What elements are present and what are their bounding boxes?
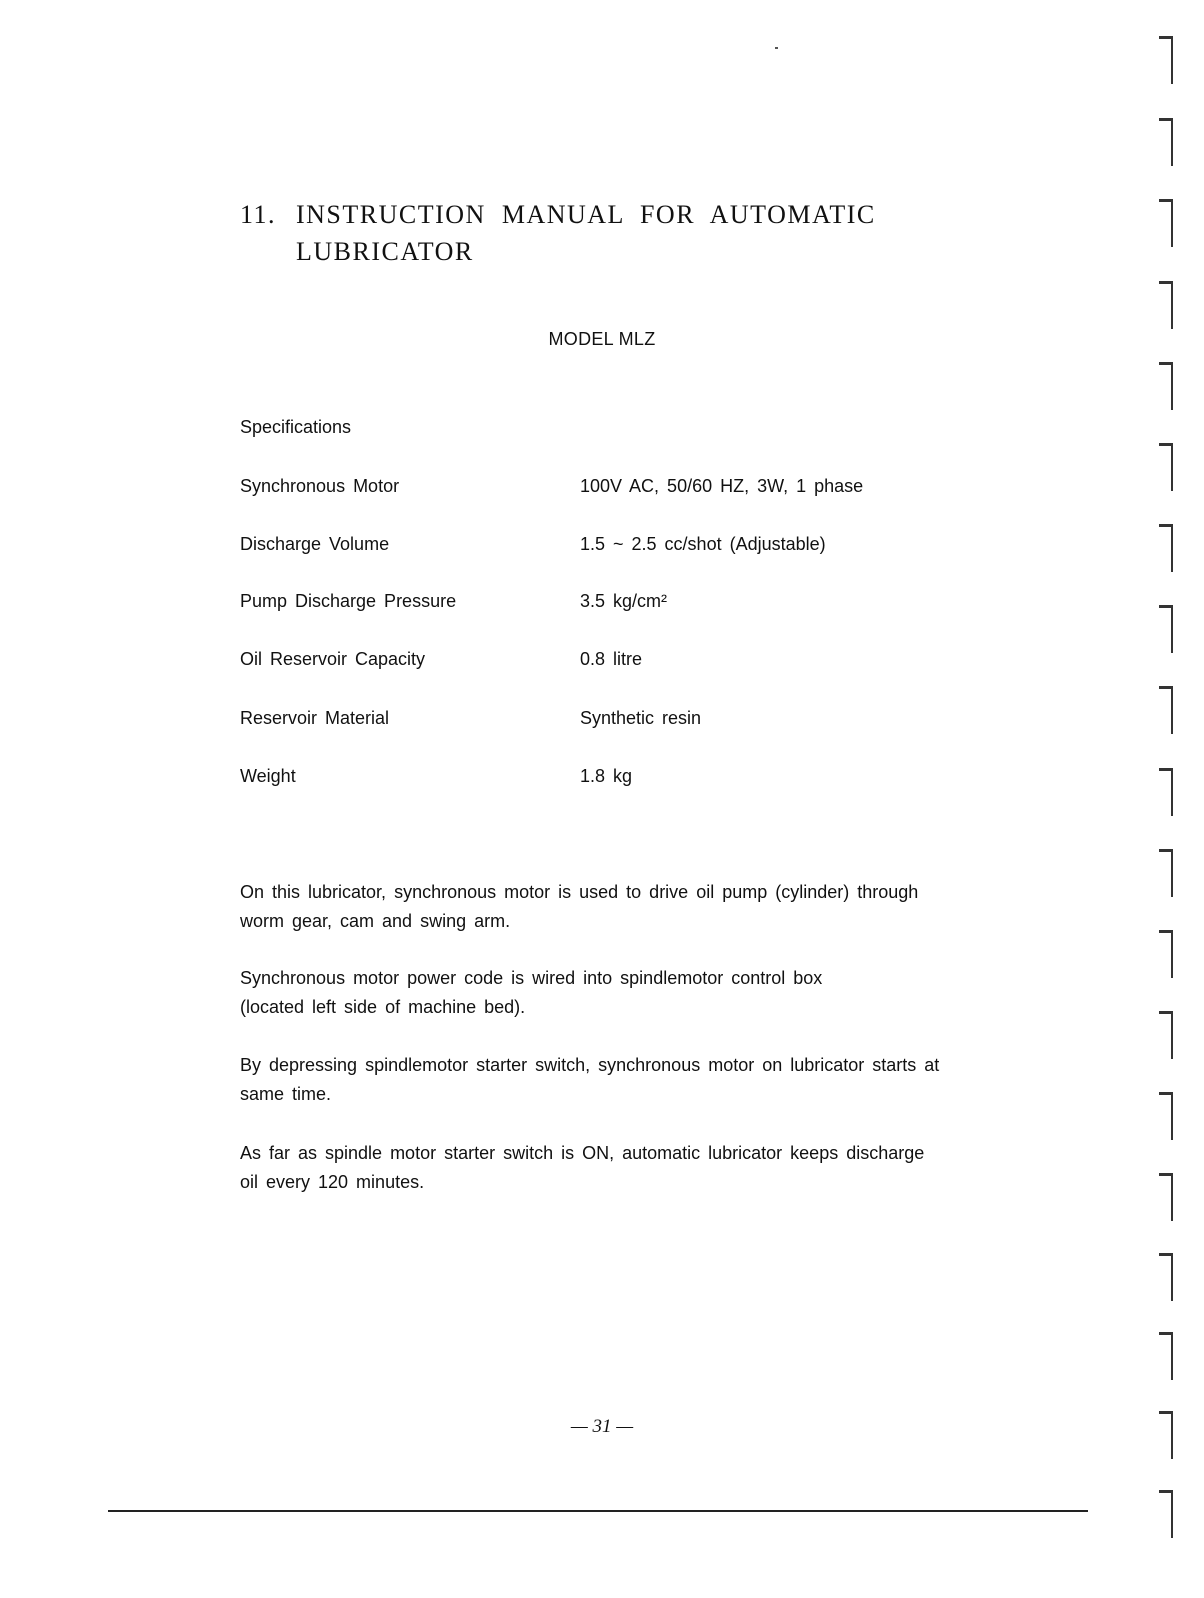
paragraph xyxy=(240,964,960,1022)
binder-tab-mark xyxy=(1159,199,1173,247)
binder-tab-mark xyxy=(1159,605,1173,653)
binder-tab-mark xyxy=(1159,1332,1173,1380)
paragraph xyxy=(240,1051,960,1109)
page-number: — 31 — xyxy=(570,1416,634,1437)
model-name: MODEL MLZ xyxy=(548,329,656,349)
paragraph-line: (located left side of machine bed). xyxy=(240,997,526,1017)
binder-tab-mark xyxy=(1159,1011,1173,1059)
paragraph xyxy=(240,1139,960,1197)
section-number: 11. xyxy=(240,200,277,229)
binder-tab-mark xyxy=(1159,1411,1173,1459)
binder-tab-mark xyxy=(1159,849,1173,897)
paragraph-line: By depressing spindlemotor starter switch, synchronous motor on lubricator starts at xyxy=(240,1055,940,1075)
heading-line-1: INSTRUCTION MANUAL FOR AUTOMATIC xyxy=(296,200,876,229)
binder-tab-mark xyxy=(1159,1490,1173,1538)
footer-rule xyxy=(108,1510,1088,1512)
spec-value: 100V AC, 50/60 HZ, 3W, 1 phase xyxy=(580,476,864,496)
heading-line-2: LUBRICATOR xyxy=(296,237,474,266)
binder-tab-mark xyxy=(1159,1092,1173,1140)
spec-value: Synthetic resin xyxy=(580,708,702,728)
binder-tab-mark xyxy=(1159,281,1173,329)
binder-tab-mark xyxy=(1159,1253,1173,1301)
section-heading xyxy=(240,196,876,270)
spec-label: Pump Discharge Pressure xyxy=(240,591,457,611)
spec-label: Oil Reservoir Capacity xyxy=(240,649,426,669)
paragraph-line: worm gear, cam and swing arm. xyxy=(240,911,511,931)
paragraph-line: As far as spindle motor starter switch is ON, automatic lubricator keeps discharge xyxy=(240,1143,925,1163)
specifications-title: Specifications xyxy=(240,417,352,437)
binder-tab-mark xyxy=(1159,686,1173,734)
paragraph-line: same time. xyxy=(240,1084,332,1104)
spec-label: Weight xyxy=(240,766,296,786)
paragraph-line: oil every 120 minutes. xyxy=(240,1172,425,1192)
paragraph-line: On this lubricator, synchronous motor is used to drive oil pump (cylinder) through xyxy=(240,882,919,902)
binder-tab-mark xyxy=(1159,36,1173,84)
paragraph xyxy=(240,878,960,936)
binder-tab-mark xyxy=(1159,1173,1173,1221)
scan-speck xyxy=(775,47,778,49)
binder-tab-mark xyxy=(1159,930,1173,978)
binder-tab-mark xyxy=(1159,362,1173,410)
spec-label: Synchronous Motor xyxy=(240,476,400,496)
paragraph-line: Synchronous motor power code is wired into spindlemotor control box xyxy=(240,968,823,988)
spec-value: 1.5 ~ 2.5 cc/shot (Adjustable) xyxy=(580,534,826,554)
spec-value: 0.8 litre xyxy=(580,649,643,669)
binder-tab-mark xyxy=(1159,443,1173,491)
binder-tab-mark xyxy=(1159,524,1173,572)
binder-tab-mark xyxy=(1159,768,1173,816)
spec-value: 1.8 kg xyxy=(580,766,633,786)
spec-value: 3.5 kg/cm² xyxy=(580,591,668,611)
binder-tab-mark xyxy=(1159,118,1173,166)
spec-label: Reservoir Material xyxy=(240,708,390,728)
spec-label: Discharge Volume xyxy=(240,534,390,554)
